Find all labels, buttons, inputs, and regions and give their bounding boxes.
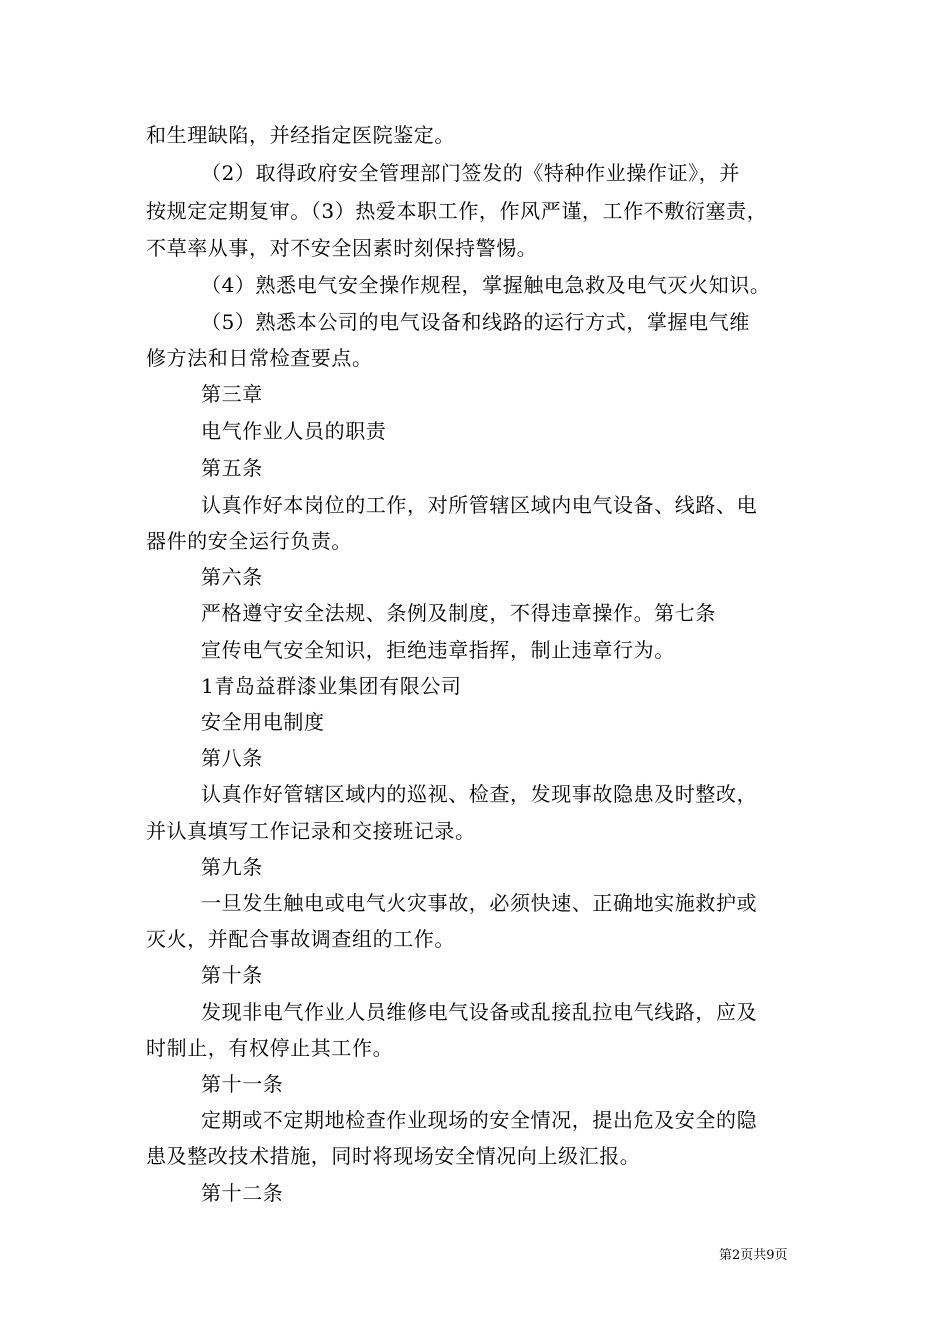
chapter-heading: 第三章 [201,382,263,406]
text-line: 发现非电气作业人员维修电气设备或乱接乱拉电气线路，应及 [201,1000,758,1024]
text-line: （4）熟悉电气安全操作规程，掌握触电急救及电气灭火知识。 [201,273,771,297]
chapter-title: 电气作业人员的职责 [201,419,387,443]
article-heading: 第十一条 [201,1072,284,1096]
page-number-footer: 第2页共9页 [719,1248,788,1263]
company-name: 1青岛益群漆业集团有限公司 [201,674,462,698]
text-line: 认真作好管辖区域内的巡视、检查，发现事故隐患及时整改， [201,782,758,806]
article-heading: 第五条 [201,456,263,480]
text-line: （2）取得政府安全管理部门签发的《特种作业操作证》，并 [201,161,740,185]
text-line: 不草率从事，对不安全因素时刻保持警惕。 [146,236,538,260]
text-line: 和生理缺陷，并经指定医院鉴定。 [146,123,455,147]
text-line: 严格遵守安全法规、条例及制度，不得违章操作。第七条 [201,601,716,625]
text-line: 灭火，并配合事故调查组的工作。 [146,927,455,951]
text-line: 患及整改技术措施，同时将现场安全情况向上级汇报。 [146,1144,641,1168]
document-title: 安全用电制度 [201,710,325,734]
text-line: 一旦发生触电或电气火灾事故，必须快速、正确地实施救护或 [201,891,758,915]
text-line: 宣传电气安全知识，拒绝违章指挥，制止违章行为。 [201,638,675,662]
text-line: 认真作好本岗位的工作，对所管辖区域内电气设备、线路、电 [201,493,758,517]
text-line: 器件的安全运行负责。 [146,529,352,553]
article-heading: 第九条 [201,855,263,879]
text-line: 修方法和日常检查要点。 [146,346,373,370]
text-line: 定期或不定期地检查作业现场的安全情况，提出危及安全的隐 [201,1108,758,1132]
text-line: （5）熟悉本公司的电气设备和线路的运行方式，掌握电气维 [201,310,750,334]
text-line: 并认真填写工作记录和交接班记录。 [146,819,476,843]
article-heading: 第十条 [201,963,263,987]
text-line: 时制止，有权停止其工作。 [146,1036,394,1060]
article-heading: 第十二条 [201,1181,284,1205]
article-heading: 第六条 [201,565,263,589]
text-line: 按规定定期复审。（3）热爱本职工作，作风严谨，工作不敷衍塞责， [146,199,768,223]
article-heading: 第八条 [201,746,263,770]
